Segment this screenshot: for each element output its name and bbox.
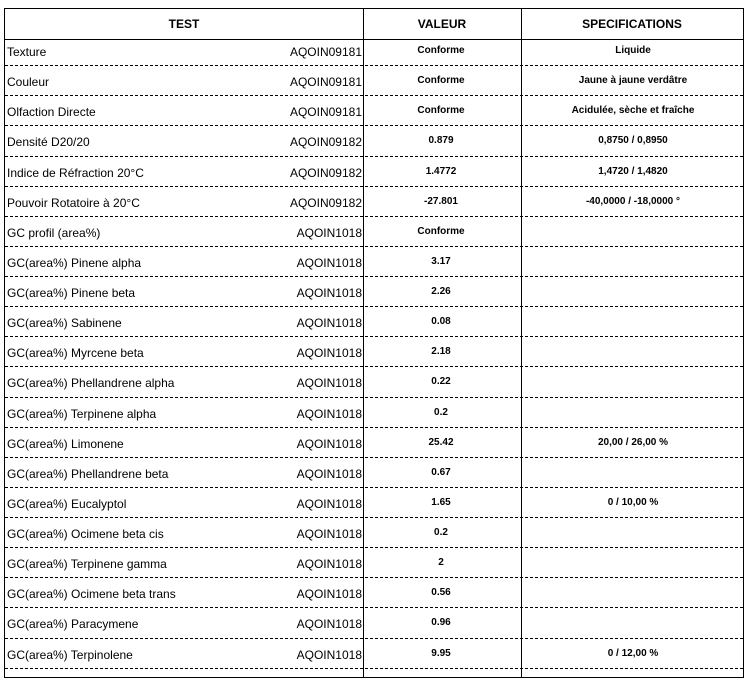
value: 3.17 <box>431 255 451 267</box>
table-row <box>5 582 743 612</box>
method-code: AQOIN1018 <box>296 617 362 632</box>
specification: Jaune à jaune verdâtre <box>578 75 688 87</box>
test-name: GC(area%) Ocimene beta trans <box>7 587 176 602</box>
table-row <box>5 251 743 281</box>
specification: -40,0000 / -18,0000 ° <box>585 195 681 207</box>
specification: 20,00 / 26,00 % <box>597 436 669 448</box>
method-code: AQOIN1018 <box>296 255 362 270</box>
test-name: GC(area%) Ocimene beta cis <box>7 527 164 542</box>
method-code: AQOIN1018 <box>296 647 362 662</box>
test-name: GC(area%) Eucalyptol <box>7 496 127 511</box>
method-code: AQOIN1018 <box>296 496 362 511</box>
table-row <box>5 70 743 100</box>
table-row <box>5 100 743 130</box>
test-name: Texture <box>7 45 47 59</box>
method-code: AQOIN1018 <box>296 557 362 572</box>
test-name: Densité D20/20 <box>7 135 90 150</box>
value: 2 <box>438 557 444 569</box>
value: -27.801 <box>424 195 458 207</box>
value: 2.26 <box>431 286 451 298</box>
table-row <box>5 191 743 221</box>
table-row <box>5 522 743 552</box>
specification: 0 / 12,00 % <box>607 647 659 659</box>
table-row <box>5 221 743 251</box>
value: 0.56 <box>431 587 451 599</box>
test-name: GC(area%) Pinene alpha <box>7 255 142 270</box>
test-name: GC(area%) Myrcene beta <box>7 346 144 361</box>
value: 1.4772 <box>425 165 457 177</box>
test-name: GC(area%) Terpinene alpha <box>7 406 157 421</box>
value: 0.96 <box>431 617 451 629</box>
value: 2.18 <box>431 346 451 358</box>
value: 25.42 <box>428 436 454 448</box>
value: 0.67 <box>431 466 451 478</box>
test-name: GC(area%) Paracymene <box>7 617 139 632</box>
test-name: Indice de Réfraction 20°C <box>7 165 144 180</box>
method-code: AQOIN09182 <box>289 135 362 150</box>
table-row <box>5 552 743 582</box>
method-code: AQOIN1018 <box>296 527 362 542</box>
specification: 0,8750 / 0,8950 <box>598 135 668 147</box>
results-table <box>4 8 744 678</box>
specification: 0 / 10,00 % <box>607 496 659 508</box>
table-row <box>5 40 743 70</box>
method-code: AQOIN1018 <box>296 587 362 602</box>
table-row <box>5 612 743 642</box>
method-code: AQOIN1018 <box>296 316 362 331</box>
table-row <box>5 371 743 401</box>
method-code: AQOIN1018 <box>296 376 362 391</box>
test-name: GC(area%) Terpinene gamma <box>7 557 167 572</box>
method-code: AQOIN1018 <box>296 406 362 421</box>
method-code: AQOIN09181 <box>289 45 362 59</box>
specification: Acidulée, sèche et fraîche <box>571 105 695 117</box>
test-name: GC(area%) Phellandrene beta <box>7 466 169 481</box>
header-specifications: SPECIFICATIONS <box>582 17 682 31</box>
method-code: AQOIN09181 <box>289 75 362 90</box>
table-row <box>5 311 743 341</box>
test-name: GC(area%) Pinene beta <box>7 286 136 301</box>
value: 1.65 <box>431 496 451 508</box>
method-code: AQOIN1018 <box>296 436 362 451</box>
test-name: Olfaction Directe <box>7 105 96 120</box>
table-row <box>5 643 743 673</box>
table-row <box>5 402 743 432</box>
table-row <box>5 492 743 522</box>
method-code: AQOIN1018 <box>296 225 362 240</box>
value: Conforme <box>417 75 465 87</box>
table-row <box>5 130 743 160</box>
header-valeur: VALEUR <box>417 17 467 31</box>
table-row <box>5 281 743 311</box>
table-row <box>5 161 743 191</box>
method-code: AQOIN09181 <box>289 105 362 120</box>
test-name: GC(area%) Sabinene <box>7 316 122 331</box>
method-code: AQOIN1018 <box>296 286 362 301</box>
value: 9.95 <box>431 647 451 659</box>
value: 0.08 <box>431 316 451 328</box>
value: Conforme <box>417 225 465 237</box>
test-name: Couleur <box>7 75 50 90</box>
test-name: GC(area%) Limonene <box>7 436 124 451</box>
test-name: GC profil (area%) <box>7 225 101 240</box>
method-code: AQOIN1018 <box>296 346 362 361</box>
method-code: AQOIN09182 <box>289 165 362 180</box>
header-test: TEST <box>168 17 200 31</box>
value: 0.2 <box>434 527 448 539</box>
test-name: GC(area%) Phellandrene alpha <box>7 376 175 391</box>
method-code: AQOIN09182 <box>289 195 362 210</box>
value: 0.22 <box>431 376 451 388</box>
table-row <box>5 462 743 492</box>
table-row <box>5 341 743 371</box>
method-code: AQOIN1018 <box>296 466 362 481</box>
value: Conforme <box>417 105 465 117</box>
test-name: GC(area%) Terpinolene <box>7 647 133 662</box>
value: Conforme <box>417 45 465 56</box>
specification: Liquide <box>615 45 651 56</box>
value: 0.2 <box>434 406 448 418</box>
specification: 1,4720 / 1,4820 <box>598 165 668 177</box>
value: 0.879 <box>428 135 454 147</box>
table-row <box>5 432 743 462</box>
test-name: Pouvoir Rotatoire à 20°C <box>7 195 140 210</box>
